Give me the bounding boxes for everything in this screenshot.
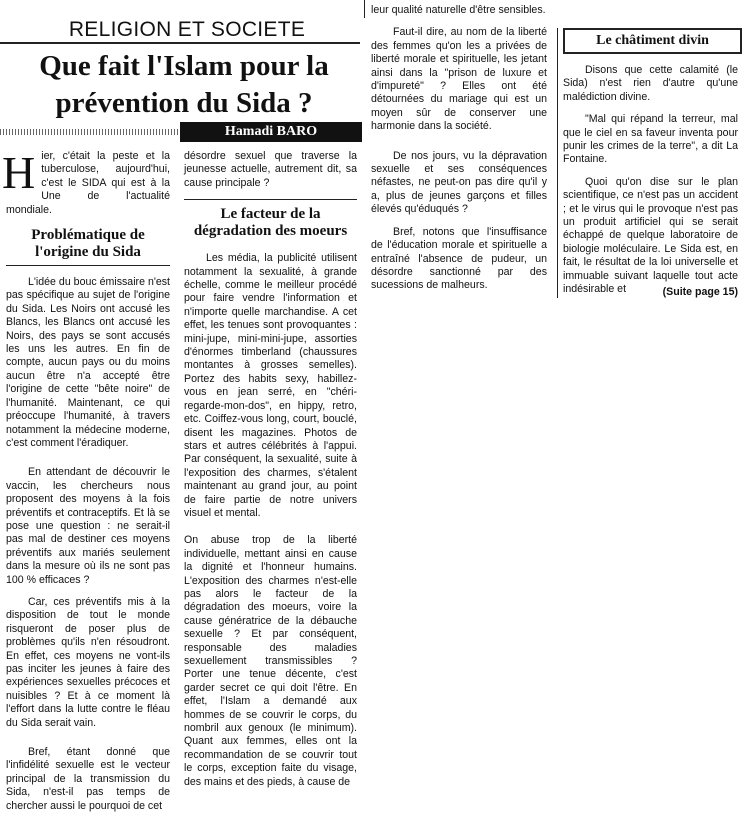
paragraph: leur qualité naturelle d'être sensibles. [371, 4, 546, 16]
paragraph: Quoi qu'on dise sur le plan scientifique, ce n'est pas un accident ; et le virus qui le provoque n'est pas un produit artificiel qui se serait échappé de quelque laboratoire de biologie moléculaire. Le Sida est, en fait, le résultat de la loi universelle et immuable suivant laquelle tout acte indésirable et [563, 175, 738, 296]
paragraph: En attendant de découvrir le vaccin, les chercheurs nous proposent des moyens à la fois préventifs et contraceptifs. Et là se pose une question : ne serait-il pas mal de destiner ces moyens préventifs aux mariés seulement dans la mesure où ils ne sont pas 100 % efficaces ? [6, 466, 170, 586]
section-title-origine: Problématique de l'origine du Sida [6, 227, 170, 266]
decorative-texture [0, 129, 180, 135]
paragraph: désordre sexuel que traverse la jeunesse actuelle, autrement dit, sa cause principale ? [184, 150, 357, 189]
paragraph: Bref, étant donné que l'infidélité sexuelle est le vecteur principal de la transmission du Sida, n'est-il pas temps de chercher aussi le pourquoi de cet [6, 746, 170, 812]
column-divider [364, 0, 365, 18]
column-4 [563, 64, 738, 306]
column-2 [184, 150, 357, 798]
intro-paragraph: ier, c'était la peste et la tuberculose, aujourd'hui, c'est le SIDA qui est à la Une de l'actualité mondiale. [6, 150, 170, 216]
column-1 [2, 147, 170, 822]
paragraph: Disons que cette calamité (le Sida) n'est rien d'autre qu'une malédiction divine. [563, 64, 738, 103]
rubric-label: RELIGION ET SOCIETE [68, 18, 306, 41]
section-title-facteur: Le facteur de la dégradation des moeurs [184, 199, 357, 240]
paragraph: On abuse trop de la liberté individuelle, mettant ainsi en cause la dignité et l'honneur humains. L'exposition des charmes n'est-elle pas alors le facteur de la dégradation des moeurs, voire la cause génératrice de la débauche sexuelle ? Et par conséquent, responsable des maladies sexuellement transmissibles ? Porter une tenue décente, c'est garder secret ce qui doit l'être. En effet, l'Islam a demandé aux hommes de se couvrir le corps, du nombril aux genoux (le minimum). Quant aux femmes, elles ont la recommandation de se couvrir tout le corps, exception faite du visage, des mains et des pieds, à cause de [184, 534, 357, 788]
paragraph: De nos jours, vu la dépravation sexuelle et ses conséquences néfastes, ne peut-on pas dire qu'il y a, plus de jeunes garçons et filles élevés qu'éduqués ? [371, 149, 547, 216]
paragraph: L'idée du bouc émissaire n'est pas spécifique au sujet de l'origine du Sida. Les Noirs ont accusé les Blancs, les Blancs ont accusé les Noirs, des pays se sont accusés les uns les autres. En fin de compte, aucun pays ou du moins aucun être n'a accepté être l'origine de cette "bête noire" de l'humanité. Maintenant, ce qui préoccupe l'humanité, à travers notamment la médecine moderne, c'est comment l'éradiquer. [6, 276, 170, 449]
headline: Que fait l'Islam pour la prévention du Sida ? [39, 50, 329, 119]
paragraph: Faut-il dire, au nom de la liberté des femmes qu'on les a privées de liberté morale et spirituelle, les jetant ainsi dans la "prison de luxure et d'impureté" ? Elles ont été détournées du mariage qui est un moyen sûr de conserver une harmonie dans la société. [371, 26, 547, 133]
continuation-note: (Suite page 15) [662, 286, 738, 298]
paragraph: Les média, la publicité utilisent notamment la sexualité, à grande échelle, comme le meilleur procédé pour faire vendre l'information et n'importe quelle marchandise. A cet effet, les tenues sont provoquantes : mini-jupe, mini-mini-jupe, assorties d'énormes timberland (chaussures montantes à grosses semelles). Portez des habits sexy, habillez-vous en jean serré, en "chéri-regarde-mon-dos", en hippy, retro, etc. Coiffez-vous long, court, bouclé, disent les magazines. Photos de stars et autres célébrités à l'appui. Par conséquent, la sexualité, suite à l'exposition des charmes, s'étalent maintenant au grand jour, au point de faire partie de notre univers visuel et mental. [184, 252, 357, 519]
author-byline: Hamadi BARO [180, 122, 362, 142]
paragraph: Car, ces préventifs mis à la disposition de tout le monde risqueront de poser plus de problèmes qu'ils n'en résoudront. En effet, ces moyens ne vont-ils pas inciter les jeunes à faire des expériences sexuelles précoces et nuisibles ? Et à ce moment là l'effort dans la lutte contre le fléau du Sida serait vain. [6, 595, 170, 729]
paragraph: "Mal qui répand la terreur, mal que le ciel en sa faveur inventa pour punir les crimes de la terre", a dit La Fontaine. [563, 113, 738, 166]
column-divider [557, 28, 558, 298]
box-title-chatiment: Le châtiment divin [563, 28, 742, 54]
drop-cap: H [2, 147, 36, 198]
paragraph: Bref, notons que l'insuffisance de l'éducation morale et spirituelle a entraîné l'absence de pudeur, un désordre sanctionné par des sucessions de malheurs. [371, 225, 547, 292]
column-3 [371, 4, 547, 302]
